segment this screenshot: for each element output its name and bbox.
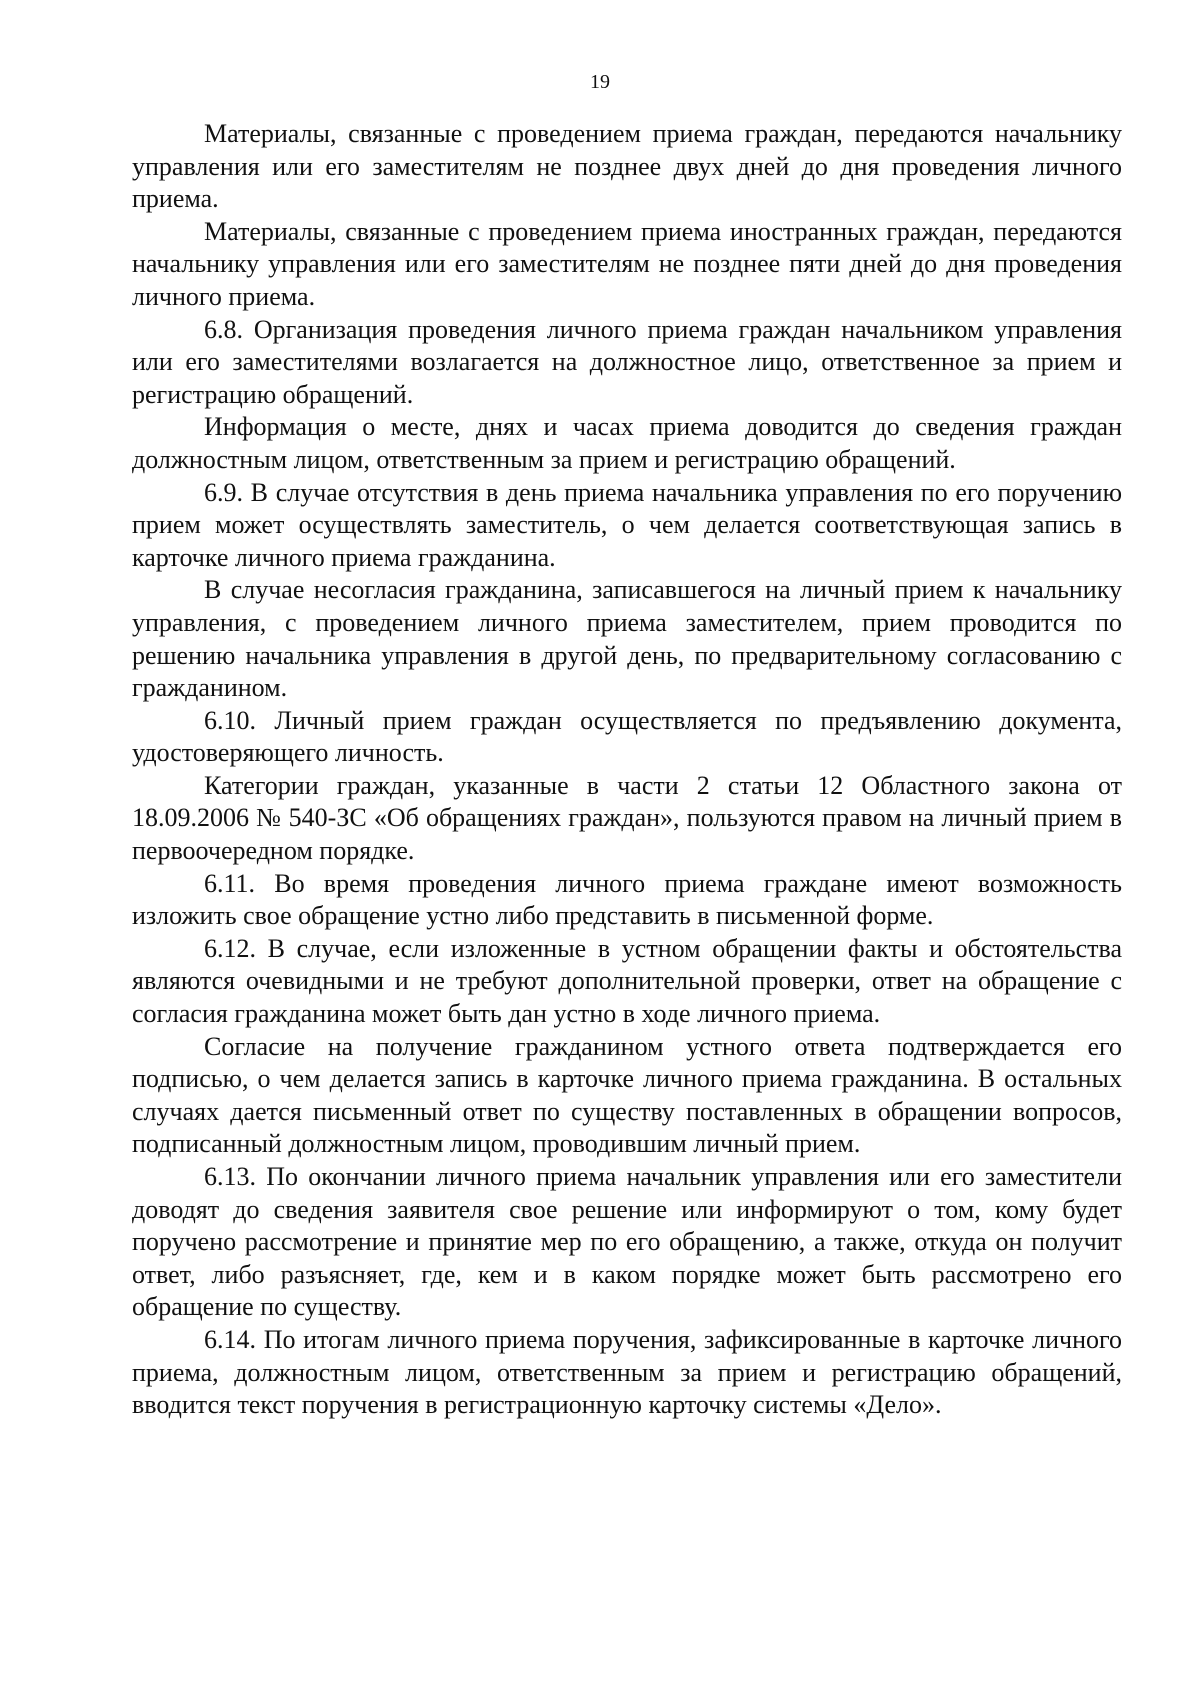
document-body [132, 118, 1122, 1422]
paragraph: Информация о месте, днях и часах приема доводится до сведения граждан должностным лицом, ответственным за прием и регистрацию обращений. [132, 412, 1122, 474]
paragraph: 6.11. Во время проведения личного приема граждане имеют возможность изложить свое обращение устно либо представить в письменной форме. [132, 868, 1122, 931]
paragraph: 6.8. Организация проведения личного приема граждан начальником управления или его заместителями возлагается на должностное лицо, ответственное за прием и регистрацию обращений. [132, 314, 1122, 409]
page-number: 19 [590, 71, 610, 93]
paragraph: Согласие на получение гражданином устного ответа подтверждается его подписью, о чем делается запись в карточке личного приема гражданина. В остальных случаях дается письменный ответ по существу поставленных в обращении вопросов, подписанный должностным лицом, проводившим личный прием. [132, 1031, 1122, 1159]
paragraph: 6.14. По итогам личного приема поручения, зафиксированные в карточке личного приема, должностным лицом, ответственным за прием и регистрацию обращений, вводится текст поручения в регистрационную карточку системы «Дело». [132, 1324, 1122, 1420]
paragraph: Материалы, связанные с проведением приема граждан, передаются начальнику управления или его заместителям не позднее двух дней до дня проведения личного приема. [132, 119, 1122, 214]
paragraph: В случае несогласия гражданина, записавшегося на личный прием к начальнику управления, с проведением личного приема заместителем, прием проводится по решению начальника управления в другой день, по предварительному согласованию с гражданином. [132, 575, 1122, 703]
paragraph: Категории граждан, указанные в части 2 статьи 12 Областного закона от 18.09.2006 № 540-ЗС «Об обращениях граждан», пользуются правом на личный прием в первоочередном порядке. [132, 770, 1122, 866]
paragraph: Материалы, связанные с проведением приема иностранных граждан, передаются начальнику управления или его заместителям не позднее пяти дней до дня проведения личного приема. [132, 216, 1122, 311]
paragraph: 6.10. Личный прием граждан осуществляется по предъявлению документа, удостоверяющего личность. [132, 705, 1122, 768]
paragraph: 6.12. В случае, если изложенные в устном обращении факты и обстоятельства являются очевидными и не требуют дополнительной проверки, ответ на обращение с согласия гражданина может быть дан устно в ходе личного приема. [132, 933, 1122, 1029]
paragraph: 6.13. По окончании личного приема начальник управления или его заместители доводят до сведения заявителя свое решение или информируют о том, кому будет поручено рассмотрение и принятие мер по его обращению, а также, откуда он получит ответ, либо разъясняет, где, кем и в каком порядке может быть рассмотрено его обращение по существу. [132, 1162, 1122, 1322]
paragraph: 6.9. В случае отсутствия в день приема начальника управления по его поручению прием может осуществлять заместитель, о чем делается соответствующая запись в карточке личного приема гражданина. [132, 477, 1122, 572]
